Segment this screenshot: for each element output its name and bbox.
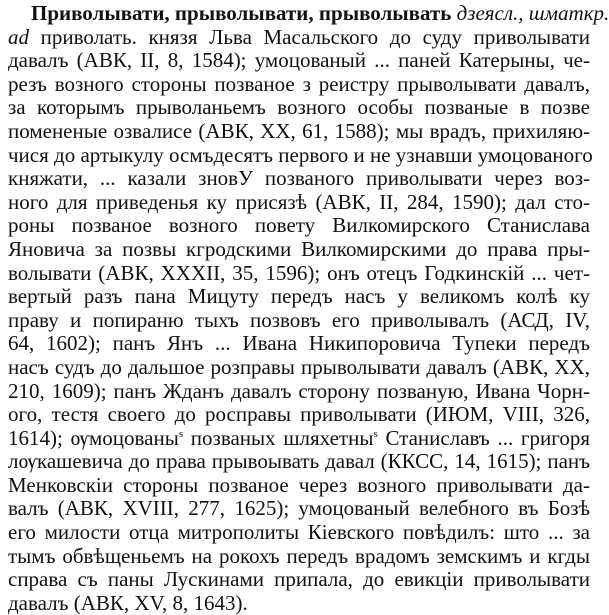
entry-line: [8, 380, 590, 404]
entry-text: 64, 1602); панъ Янъ ... Ивана Никипоровича Тупеки передъ: [8, 331, 590, 356]
entry-line: [8, 96, 590, 120]
entry-text: 1614); ѹмоцованы: [8, 425, 179, 450]
entry-line: [8, 474, 590, 498]
entry-text: лѹкашевича до права прывоывать давал (ККСС, 14, 1615); панъ: [8, 449, 590, 474]
entry-text: помененые озвалисе (АВК, XX, 61, 1588); мы врадъ, прихиляю-: [8, 118, 590, 143]
entry-text: Менковскіи стороны позваное через возного приволывати да-: [8, 472, 590, 497]
entry-line: [8, 49, 590, 73]
entry-line: [8, 427, 590, 451]
entry-text: тымъ обвѣщеньемъ на рокохъ передъ врадомъ земскимъ и кгды: [8, 543, 590, 568]
entry-text: его милости отца митрополиты Кіевского повѣдилъ: што ... за: [8, 520, 590, 545]
entry-line: [8, 592, 590, 615]
entry-text: волывати (АВК, XXXII, 35, 1596); онъ отецъ Годкинскій ... чет-: [8, 260, 590, 285]
entry-line: [8, 73, 590, 97]
entry-line: [8, 309, 590, 333]
entry-line: [8, 332, 590, 356]
entry-text: княжати, ... казали зновУ позваного приволывати через воз-: [8, 166, 590, 191]
entry-line: [8, 403, 590, 427]
entry-body: [8, 1, 609, 615]
entry-line: [8, 1, 609, 26]
entry-text: Яновича за позвы кгродскими Вилкомирскими до права пры-: [8, 236, 590, 261]
entry-text: валъ (АВК, XVIII, 277, 1625); умоцованый велебного въ Бозѣ: [8, 496, 590, 521]
entry-line: [8, 568, 590, 592]
entry-text: давалъ (АВК, XV, 8, 1643).: [8, 590, 248, 615]
entry-line: [8, 356, 590, 380]
entry-text: роны позваное возного повету Вилкомирского Станислава: [8, 213, 590, 238]
entry-line: [8, 497, 590, 521]
dictionary-entry: [8, 1, 609, 615]
entry-text: приволать. князя Льва Масальского до суду приволывати: [29, 24, 590, 49]
entry-line: [8, 191, 590, 215]
entry-line: [8, 120, 590, 144]
entry-line: [8, 545, 590, 569]
grammar-label: дзеясл., шматкр.: [456, 1, 609, 25]
entry-text: давалъ (АВК, II, 8, 1584); умоцованый ... паней Катерыны, че-: [8, 48, 590, 73]
entry-line: [8, 521, 590, 545]
entry-line: [8, 450, 590, 474]
grammar-label: ad: [8, 24, 29, 49]
entry-text: ного для приведенья ку присязѣ (АВК, II, 284, 1590); дал сто-: [8, 189, 590, 214]
entry-line: [8, 142, 593, 168]
entry-text: справа съ паны Лускинами припала, до евикціи приволывати: [8, 567, 590, 592]
entry-text: позваных шляхетны: [183, 425, 374, 450]
superscript-mark: s: [373, 427, 378, 440]
entry-line: [8, 238, 590, 262]
entry-text: за которымъ прыволаньемъ возного особы позваные в позве: [8, 95, 590, 120]
entry-text: ого, тестя своего до росправы приволывати (ИЮМ, VIII, 326,: [8, 402, 590, 427]
entry-text: резъ возного стороны позваное з реистру прыволывати давалъ,: [8, 71, 590, 96]
entry-text: вертый разъ пана Мицуту передъ насъ у великомъ колѣ ку: [8, 284, 590, 309]
superscript-mark: s: [178, 427, 184, 440]
entry-line: [8, 26, 590, 50]
headword: Приволывати, прыволывати, прыволывать: [31, 1, 452, 25]
entry-line: [8, 285, 590, 309]
entry-line: [8, 214, 590, 238]
entry-text: чися до артыкулу осмъдесятъ первого и не узнавши умоцованого: [8, 142, 593, 167]
entry-text: Станиславъ ... григоря: [377, 425, 590, 450]
entry-text: насъ судъ до дальшое розправы прыволывати давалъ (АВК, XX,: [8, 354, 590, 379]
entry-text: праву и попираню тыхъ позвовъ его приволывалъ (АСД, IV,: [8, 307, 590, 332]
entry-line: [8, 167, 590, 191]
entry-text: 210, 1609); панъ Жданъ давалъ сторону позваную, Ивана Чорн-: [8, 378, 590, 403]
entry-line: [8, 262, 590, 286]
